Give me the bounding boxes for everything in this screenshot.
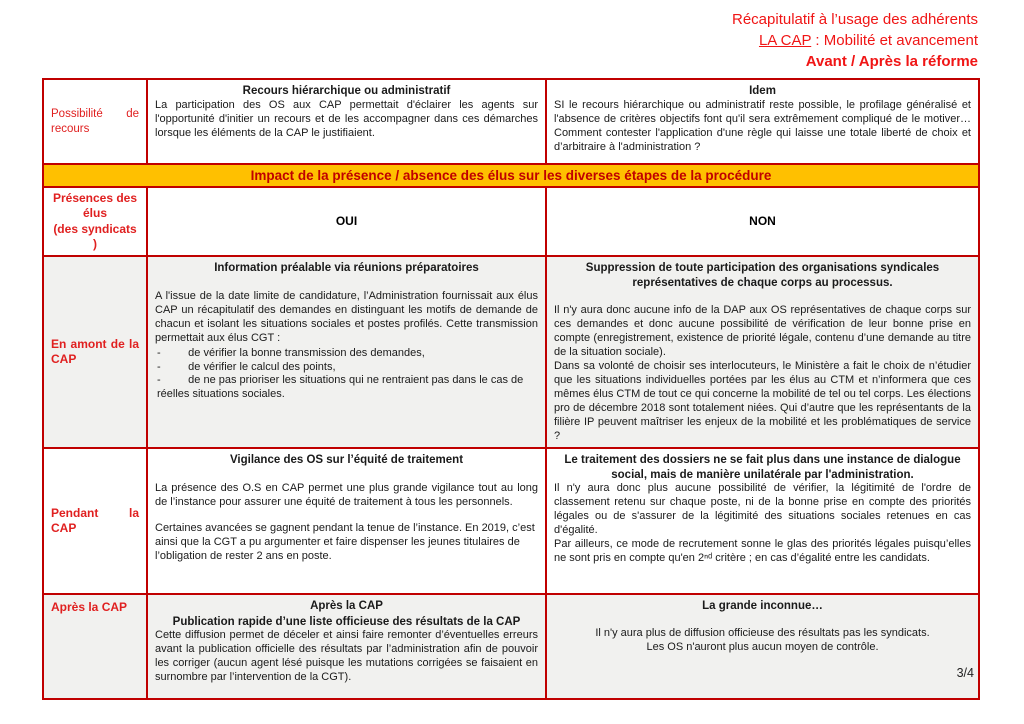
page-number: 3/4 — [956, 666, 974, 680]
row-label-pendant: Pendant la CAP — [43, 448, 147, 594]
presence-label-line1: Présences des élus — [52, 191, 138, 221]
amont-bullet-2: - de vérifier le calcul des points, — [157, 360, 336, 373]
recours-after-title: Idem — [749, 85, 776, 97]
recours-before-title: Recours hiérarchique ou administratif — [242, 85, 451, 97]
pendant-before-cell — [147, 448, 546, 594]
pendant-before-p1: La présence des O.S en CAP permet une plus grande vigilance tout au long de l’instance pour assurer une équité de traitement à tous les personnels. — [155, 481, 538, 508]
amont-before-cell — [147, 256, 546, 448]
row-label-possibilite-de-recours: Possibilité de recours — [43, 79, 147, 164]
amont-before-intro: A l'issue de la date limite de candidature, l’Administration fournissait aux élus CAP un récapitulatif des demandes en distinguant les motifs de demande de chacun et isolant les situations sociales et postes profilés. Cette transmission permettait aux élus CGT : — [155, 289, 538, 344]
header-line-3: Avant / Après la réforme — [805, 53, 978, 70]
header-line-2-rest: : Mobilité et avancement — [811, 32, 978, 49]
section-banner: Impact de la présence / absence des élus sur les diverses étapes de la procédure — [43, 164, 979, 187]
pendant-after-cell — [546, 448, 979, 594]
apres-after-p1: Il n'y aura plus de diffusion officieuse des résultats pas les syndicats. — [595, 626, 930, 639]
amont-after-title: Suppression de toute participation des organisations syndicales représentatives de chaque corps au processus. — [585, 262, 940, 289]
apres-after-cell — [546, 594, 979, 699]
amont-after-cell — [546, 256, 979, 448]
amont-before-title: Information préalable via réunions préparatoires — [214, 262, 479, 275]
table-row-presence-header — [43, 187, 979, 256]
row-label-apres: Après la CAP — [43, 594, 147, 699]
apres-before-body: Cette diffusion permet de déceler et ainsi faire remonter d’éventuelles erreurs avant la publication officielle des résultats par l’administration afin de pouvoir les corriger (aucun agent lésé puisque les mutations corrigées se faisaient en surnombre par l’intervention de la CGT). — [155, 629, 538, 684]
apres-after-p2: Les OS n'auront plus aucun moyen de contrôle. — [646, 640, 879, 653]
pendant-after-p1: Il n'y aura donc plus aucune possibilité de vérifier, la légitimité de l'ordre de classement retenu sur chaque poste, ni de la bonne prise en compte des priorités légales ou de s'assurer de la légitimité des situations sociales retenues en cas d'égalité. — [554, 482, 971, 537]
comparison-table — [42, 78, 980, 700]
amont-bullet-3: - de ne pas prioriser les situations qui ne rentraient pas dans le cas de réelles situations sociales. — [157, 374, 524, 401]
table-row-en-amont — [43, 256, 979, 448]
amont-bullet-list — [157, 347, 538, 403]
presence-label-line2: (des syndicats ) — [53, 221, 137, 251]
amont-bullet-1: - de vérifier la bonne transmission des demandes, — [157, 346, 425, 359]
pendant-after-p2: Par ailleurs, ce mode de recrutement sonne le glas des priorités légales puisqu’elles ne sont pris en compte qu'en 2ⁿᵈ critère ; en cas d’égalité entre les candidats. — [554, 538, 971, 564]
row-label-presences — [43, 187, 147, 256]
pendant-before-title: Vigilance des OS sur l’équité de traitement — [229, 453, 464, 466]
recours-before-cell — [147, 79, 546, 164]
table-row-banner — [43, 164, 979, 187]
table-row-pendant — [43, 448, 979, 594]
table-row-apres — [43, 594, 979, 699]
apres-after-title: La grande inconnue… — [702, 599, 823, 612]
amont-after-p2: Dans sa volonté de choisir ses interlocuteurs, le Ministère a fait le choix de n’étudier que les situations individuelles portées par les élus au CTM et n’informera que ces mêmes élus CTM de tout ce qui concerne la mobilité de tel ou tel corps. Les élections pro de décembre 2018 sont totalement niées. Qui d’autre que les représentants de la filière IP peuvent maîtriser les enjeux de la mobilité et les problématiques de service ? — [554, 360, 971, 442]
amont-after-p1: Il n'y aura donc aucune info de la DAP aux OS représentatives de chaque corps sur ces demandes et donc aucune possibilité de vérification de leur bonne prise en compte (enregistrement, existence de priorité légale, contenu d’une demande au titre de la situation sociale). — [554, 304, 971, 359]
apres-before-title-1: Après la CAP — [310, 599, 383, 612]
recours-after-cell — [546, 79, 979, 164]
header-la-cap-underlined: LA CAP — [758, 32, 812, 49]
recours-after-body: SI le recours hiérarchique ou administratif reste possible, le profilage généralisé et l'absence de critères objectifs font qu'il sera extrêmement compliqué de le motiver… Comment contester l'application d'une règle qui laisse une totale liberté de choix et d’arbitraire à l'administration ? — [554, 98, 971, 153]
recours-before-body: La participation des OS aux CAP permettait d'éclairer les agents sur l'opportunité d'initier un recours et de les accompagner dans ces démarches lorsque les éléments de la CAP le justifiaient. — [155, 98, 538, 139]
row-label-en-amont: En amont de la CAP — [43, 256, 147, 448]
header-line-2 — [0, 30, 978, 51]
column-header-oui: OUI — [147, 187, 546, 256]
table-row-recours — [43, 79, 979, 164]
header-line-1: Récapitulatif à l’usage des adhérents — [732, 11, 978, 28]
pendant-after-title: Le traitement des dossiers ne se fait plus dans une instance de dialogue social, mais de manière unilatérale par l'administration. — [564, 453, 961, 481]
column-header-non: NON — [546, 187, 979, 256]
document-header — [0, 0, 1024, 78]
pendant-before-p2: Certaines avancées se gagnent pendant la tenue de l’instance. En 2019, c’est ainsi que la CGT a pu argumenter et faire dispenser les jeunes titulaires de l’obligation de rester 2 ans en poste. — [155, 522, 535, 563]
apres-before-cell — [147, 594, 546, 699]
apres-before-title-2: Publication rapide d’une liste officieuse des résultats de la CAP — [172, 615, 521, 628]
